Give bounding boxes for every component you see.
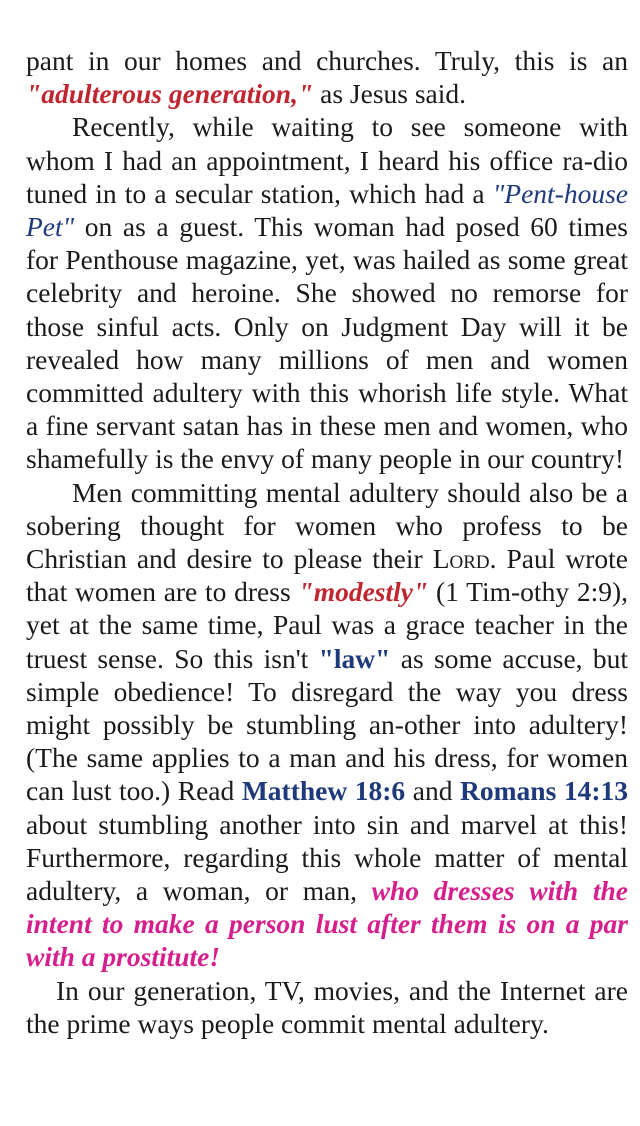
- paragraph-4: [26, 974, 628, 1040]
- paragraph-3: [26, 476, 628, 974]
- text-span: as some accuse, but simple obedience! To disregard the way you dress might possibly be stumbling an-other into adultery! (The same applies to a man and his dress, for women can lust too.) Read: [26, 642, 628, 807]
- text-span: as Jesus said.: [313, 78, 467, 110]
- text-span: Recently, while waiting to see someone with whom I had an appointment, I heard his office ra-dio tuned in to a secular station, which had a: [26, 111, 628, 209]
- highlighted-statement: who dresses with the intent to make a person lust after them is on a par with a prostitute!: [26, 875, 628, 973]
- text-span: . Paul wrote that women are to dress: [26, 543, 628, 608]
- text-span: (1 Tim-othy 2:9), yet at the same time, Paul was a grace teacher in the truest sense. So this isn't: [26, 576, 628, 674]
- scripture-reference-matthew: Matthew 18:6: [241, 775, 406, 807]
- lord-smallcaps: Lord: [432, 543, 490, 575]
- scripture-reference-romans: Romans 14:13: [460, 775, 628, 807]
- italic-quote: "Pent-house Pet": [26, 177, 628, 243]
- text-span: about stumbling another into sin and marvel at this! Furthermore, regarding this whole matter of mental adultery, a woman, or man,: [26, 808, 628, 907]
- text-span: In our generation, TV, movies, and the Internet are the prime ways people commit mental adultery.: [26, 974, 628, 1039]
- paragraph-1: [26, 44, 628, 110]
- emphasis-quote: "adulterous generation,": [26, 78, 314, 110]
- text-span: on as a guest. This woman had posed 60 times for Penthouse magazine, yet, was hailed as some great celebrity and heroine. She showed no remorse for those sinful acts. Only on Judgment Day will it be revealed how many millions of men and women committed adultery with this whorish life style. What a fine servant satan has in these men and women, who shamefully is the envy of many people in our country!: [26, 211, 628, 475]
- text-span: pant in our homes and churches. Truly, this is an: [26, 45, 628, 76]
- text-span: and: [405, 775, 461, 807]
- text-span: Men committing mental adultery should also be a sobering thought for women who profess to be Christian and desire to please their: [26, 476, 628, 575]
- bold-quote: "law": [318, 642, 391, 674]
- emphasis-quote: "modestly": [298, 576, 429, 608]
- paragraph-2: [26, 110, 628, 475]
